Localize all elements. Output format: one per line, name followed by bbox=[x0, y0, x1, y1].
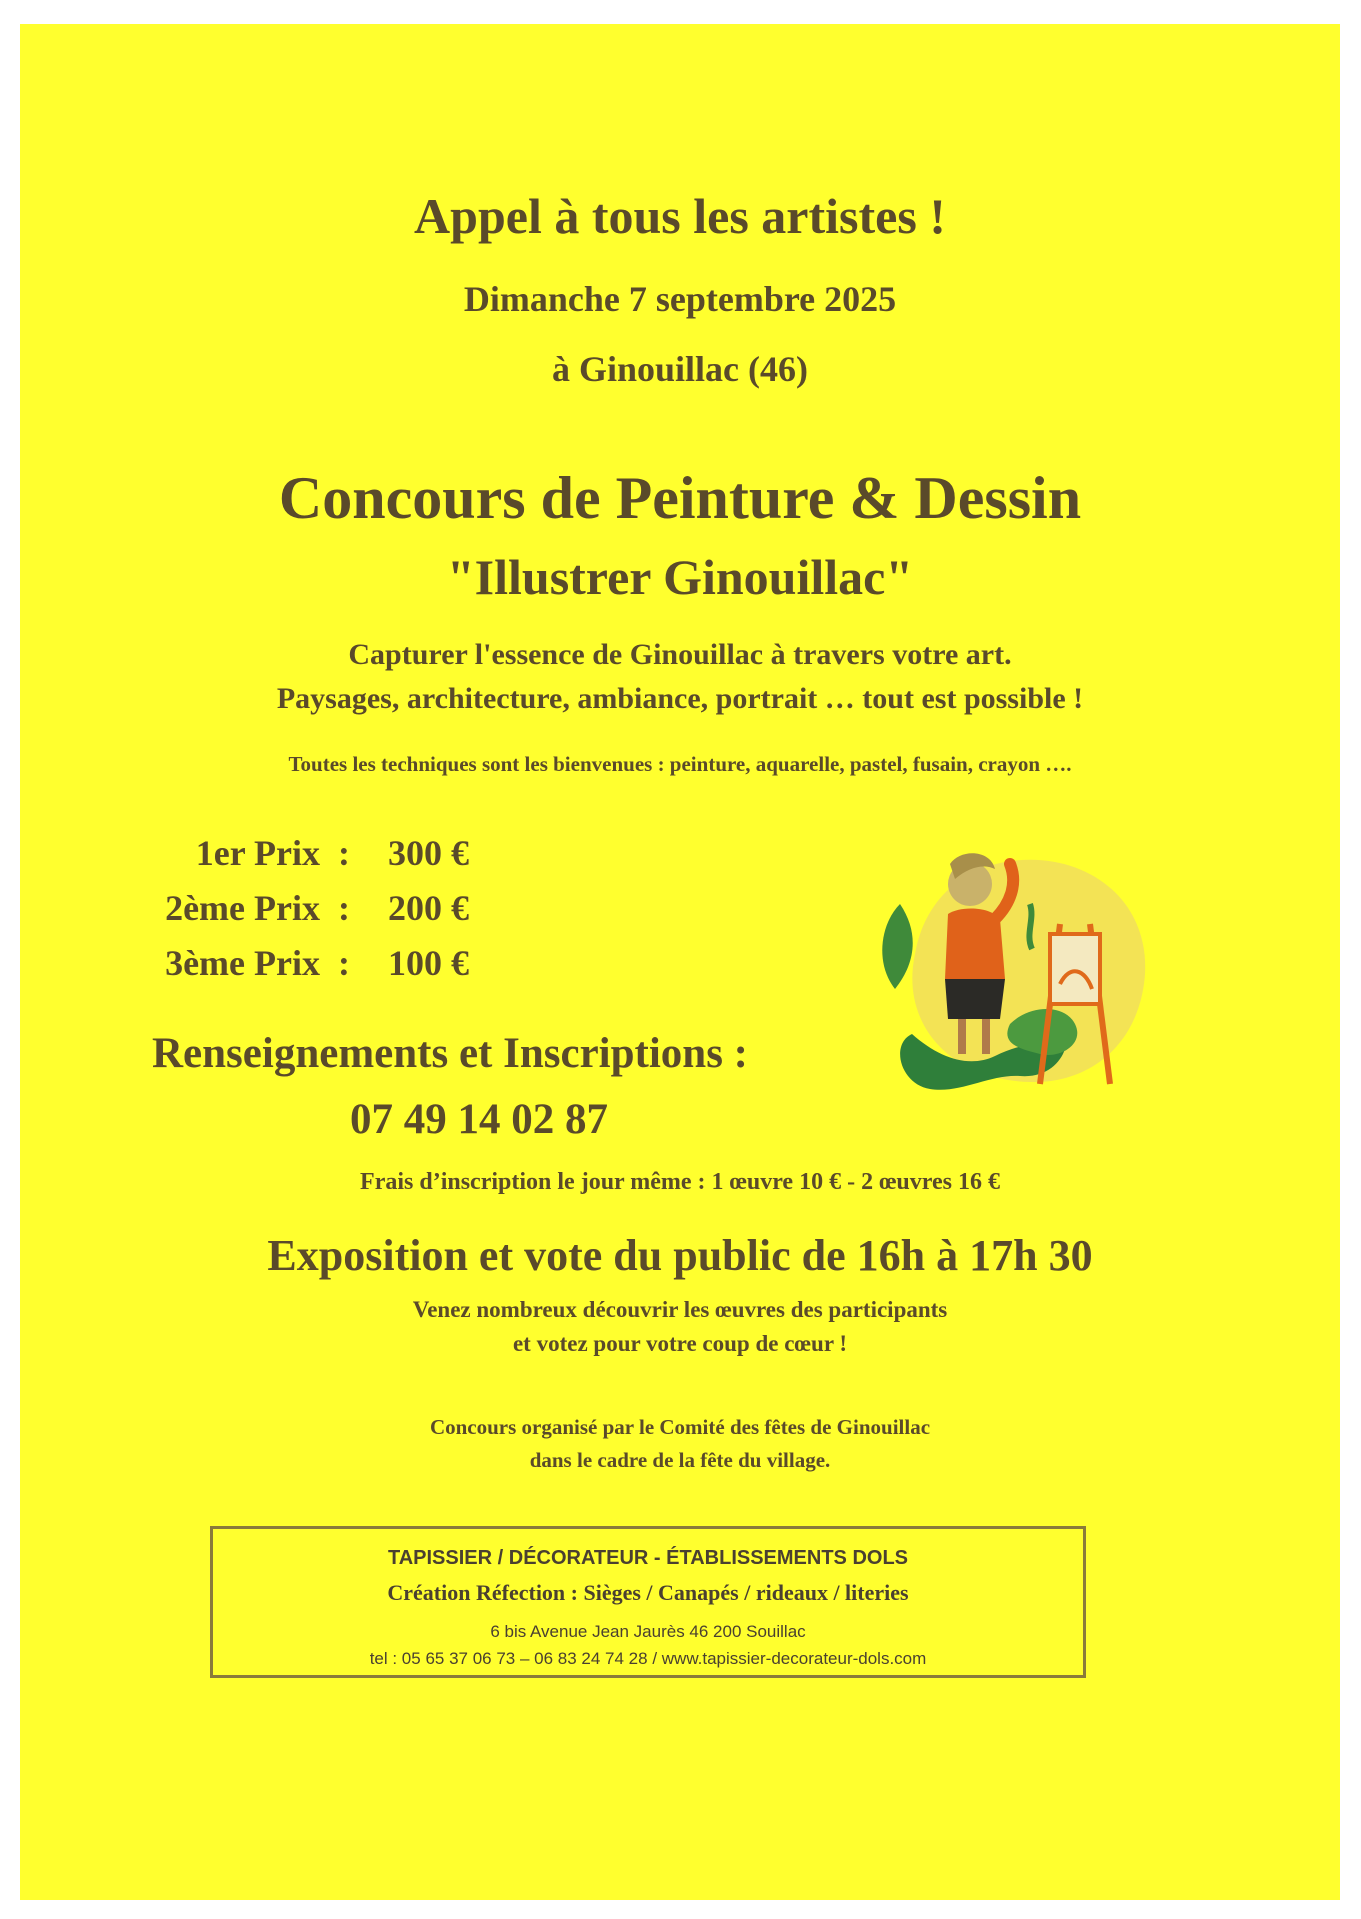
sponsor-address: 6 bis Avenue Jean Jaurès 46 200 Souillac bbox=[490, 1622, 806, 1641]
painter-at-easel-illustration bbox=[860, 844, 1160, 1114]
invite-line-1: Venez nombreux découvrir les œuvres des participants bbox=[412, 1297, 948, 1322]
prize-colon: : bbox=[338, 943, 350, 983]
sponsor-contact: tel : 05 65 37 06 73 – 06 83 24 74 28 / www.tapissier-decorateur-dols.com bbox=[369, 1649, 927, 1668]
prize-label: 3ème Prix bbox=[165, 943, 320, 983]
contest-title: Concours de Peinture & Dessin bbox=[278, 465, 1082, 531]
prize-amount: 100 € bbox=[388, 943, 469, 983]
organizer-line-2: dans le cadre de la fête du village. bbox=[529, 1448, 831, 1472]
prize-amount: 200 € bbox=[388, 888, 469, 928]
intro-line-2: Paysages, architecture, ambiance, portrait … tout est possible ! bbox=[276, 682, 1084, 715]
event-date: Dimanche 7 septembre 2025 bbox=[463, 279, 897, 319]
prize-amount: 300 € bbox=[388, 833, 469, 873]
intro-line-1: Capturer l'essence de Ginouillac à travers votre art. bbox=[348, 638, 1012, 671]
sponsor-name: TAPISSIER / DÉCORATEUR - ÉTABLISSEMENTS DOLS bbox=[387, 1547, 909, 1569]
poster bbox=[20, 24, 1340, 1900]
contest-subtitle: "Illustrer Ginouillac" bbox=[446, 549, 914, 605]
prize-colon: : bbox=[338, 833, 350, 873]
sponsor-services: Création Réfection : Sièges / Canapés / rideaux / literies bbox=[387, 1580, 909, 1605]
techniques-note: Toutes les techniques sont les bienvenues : peinture, aquarelle, pastel, fusain, crayon …. bbox=[288, 752, 1072, 776]
prize-label: 2ème Prix bbox=[165, 888, 320, 928]
info-heading: Renseignements et Inscriptions : bbox=[152, 1030, 748, 1077]
event-location: à Ginouillac (46) bbox=[551, 349, 808, 389]
sponsor-advertisement bbox=[210, 1526, 1086, 1678]
organizer-line-1: Concours organisé par le Comité des fêtes de Ginouillac bbox=[429, 1415, 931, 1439]
prize-label: 1er Prix bbox=[195, 833, 320, 873]
prize-colon: : bbox=[338, 888, 350, 928]
registration-fees: Frais d’inscription le jour même : 1 œuvre 10 € - 2 œuvres 16 € bbox=[360, 1169, 1000, 1195]
invite-line-2: et votez pour votre coup de cœur ! bbox=[512, 1331, 848, 1356]
headline: Appel à tous les artistes ! bbox=[414, 188, 946, 244]
contact-phone: 07 49 14 02 87 bbox=[350, 1096, 608, 1143]
exhibition-heading: Exposition et vote du public de 16h à 17h 30 bbox=[267, 1231, 1093, 1280]
